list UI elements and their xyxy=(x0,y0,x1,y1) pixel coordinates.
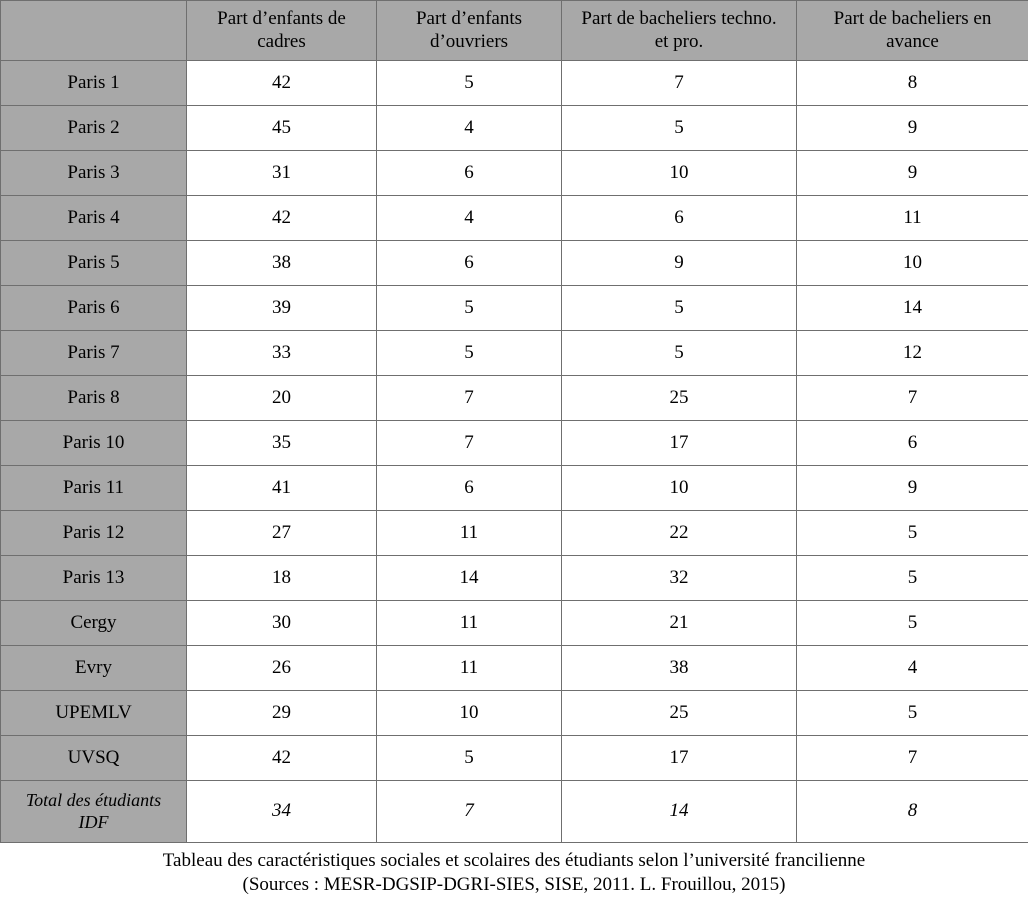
table-row xyxy=(1,646,1028,691)
cell-value: 42 xyxy=(187,61,377,106)
cell-value: 5 xyxy=(797,601,1028,646)
cell-value: 7 xyxy=(377,421,562,466)
column-header-bacheliers-techno-pro: Part de bacheliers techno. et pro. xyxy=(562,1,797,61)
cell-value: 38 xyxy=(562,646,797,691)
cell-value: 26 xyxy=(187,646,377,691)
cell-value: 7 xyxy=(562,61,797,106)
cell-value: 17 xyxy=(562,736,797,781)
cell-value: 5 xyxy=(797,691,1028,736)
row-label: Paris 6 xyxy=(1,286,187,331)
cell-value: 14 xyxy=(797,286,1028,331)
cell-value: 42 xyxy=(187,196,377,241)
cell-value: 4 xyxy=(797,646,1028,691)
cell-value: 29 xyxy=(187,691,377,736)
cell-value: 5 xyxy=(797,511,1028,556)
row-label: Evry xyxy=(1,646,187,691)
cell-value: 30 xyxy=(187,601,377,646)
cell-value: 9 xyxy=(797,151,1028,196)
row-label: Paris 4 xyxy=(1,196,187,241)
table-row xyxy=(1,241,1028,286)
row-label: Cergy xyxy=(1,601,187,646)
row-label: Paris 12 xyxy=(1,511,187,556)
cell-value: 31 xyxy=(187,151,377,196)
cell-value: 11 xyxy=(377,646,562,691)
cell-value: 35 xyxy=(187,421,377,466)
cell-value: 41 xyxy=(187,466,377,511)
table-row xyxy=(1,196,1028,241)
cell-value: 21 xyxy=(562,601,797,646)
cell-value: 6 xyxy=(377,466,562,511)
row-label: UPEMLV xyxy=(1,691,187,736)
cell-value: 9 xyxy=(797,466,1028,511)
table-row xyxy=(1,421,1028,466)
cell-value: 11 xyxy=(797,196,1028,241)
column-header-bacheliers-avance: Part de bacheliers en avance xyxy=(797,1,1028,61)
cell-value: 25 xyxy=(562,376,797,421)
cell-value: 6 xyxy=(562,196,797,241)
cell-value: 42 xyxy=(187,736,377,781)
cell-value: 10 xyxy=(797,241,1028,286)
table-row xyxy=(1,151,1028,196)
cell-value: 6 xyxy=(797,421,1028,466)
cell-value: 5 xyxy=(797,556,1028,601)
row-label: Paris 11 xyxy=(1,466,187,511)
table-row xyxy=(1,286,1028,331)
cell-value: 39 xyxy=(187,286,377,331)
table-body xyxy=(1,61,1028,843)
cell-value: 32 xyxy=(562,556,797,601)
row-label: Paris 8 xyxy=(1,376,187,421)
row-label: Paris 2 xyxy=(1,106,187,151)
table-row xyxy=(1,466,1028,511)
table-row xyxy=(1,331,1028,376)
cell-value: 5 xyxy=(377,331,562,376)
cell-value: 6 xyxy=(377,151,562,196)
row-label: UVSQ xyxy=(1,736,187,781)
row-label: Paris 7 xyxy=(1,331,187,376)
cell-value: 18 xyxy=(187,556,377,601)
cell-value: 25 xyxy=(562,691,797,736)
cell-value: 6 xyxy=(377,241,562,286)
table-row xyxy=(1,601,1028,646)
row-label: Paris 1 xyxy=(1,61,187,106)
cell-value: 5 xyxy=(377,61,562,106)
cell-value: 11 xyxy=(377,511,562,556)
cell-value-total: 14 xyxy=(562,781,797,843)
table-row xyxy=(1,556,1028,601)
row-label: Paris 3 xyxy=(1,151,187,196)
caption-line-2: (Sources : MESR-DGSIP-DGRI-SIES, SISE, 2011. L. Frouillou, 2015) xyxy=(242,873,786,895)
cell-value-total: 7 xyxy=(377,781,562,843)
table-row xyxy=(1,511,1028,556)
cell-value: 10 xyxy=(562,151,797,196)
cell-value: 5 xyxy=(377,736,562,781)
caption-line-1: Tableau des caractéristiques sociales et scolaires des étudiants selon l’université francilienne xyxy=(162,850,866,871)
table-row xyxy=(1,61,1028,106)
cell-value: 38 xyxy=(187,241,377,286)
cell-value: 5 xyxy=(377,286,562,331)
table-caption xyxy=(0,849,1028,897)
cell-value: 10 xyxy=(562,466,797,511)
table-corner-cell xyxy=(1,1,187,61)
cell-value: 7 xyxy=(797,376,1028,421)
cell-value: 33 xyxy=(187,331,377,376)
cell-value: 7 xyxy=(377,376,562,421)
cell-value: 5 xyxy=(562,286,797,331)
cell-value: 22 xyxy=(562,511,797,556)
table-header xyxy=(1,1,1028,61)
row-label: Paris 13 xyxy=(1,556,187,601)
cell-value: 11 xyxy=(377,601,562,646)
cell-value: 20 xyxy=(187,376,377,421)
table-header-row xyxy=(1,1,1028,61)
cell-value: 45 xyxy=(187,106,377,151)
cell-value: 12 xyxy=(797,331,1028,376)
cell-value: 17 xyxy=(562,421,797,466)
cell-value: 9 xyxy=(562,241,797,286)
cell-value: 8 xyxy=(797,61,1028,106)
table-row-total xyxy=(1,781,1028,843)
table-row xyxy=(1,376,1028,421)
table-row xyxy=(1,106,1028,151)
cell-value: 27 xyxy=(187,511,377,556)
cell-value-total: 8 xyxy=(797,781,1028,843)
cell-value: 9 xyxy=(797,106,1028,151)
row-label: Paris 10 xyxy=(1,421,187,466)
cell-value: 5 xyxy=(562,331,797,376)
cell-value: 5 xyxy=(562,106,797,151)
cell-value: 14 xyxy=(377,556,562,601)
row-label-total: Total des étudiants IDF xyxy=(1,781,187,843)
cell-value: 4 xyxy=(377,196,562,241)
cell-value-total: 34 xyxy=(187,781,377,843)
row-label: Paris 5 xyxy=(1,241,187,286)
column-header-enfants-cadres: Part d’enfants de cadres xyxy=(187,1,377,61)
table-row xyxy=(1,691,1028,736)
table-row xyxy=(1,736,1028,781)
column-header-enfants-ouvriers: Part d’enfants d’ouvriers xyxy=(377,1,562,61)
cell-value: 10 xyxy=(377,691,562,736)
cell-value: 4 xyxy=(377,106,562,151)
cell-value: 7 xyxy=(797,736,1028,781)
